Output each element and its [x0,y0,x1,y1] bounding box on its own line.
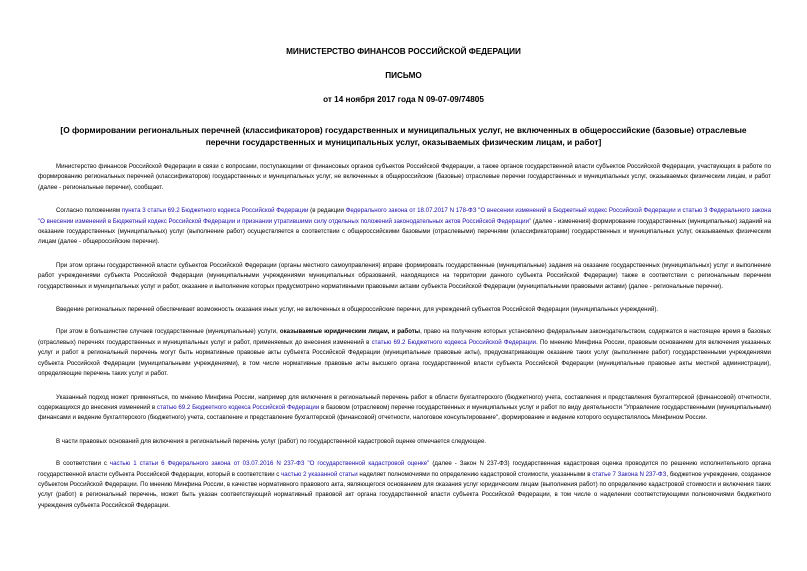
art6-part2-link[interactable]: частью 2 указанной статьи [281,470,358,478]
paragraph-7: В части правовых оснований для включения в региональный перечень услуг (работ) по государственной кадастровой оценке отмечается следующее. [56,437,487,445]
paragraph-5-text-3: . По мнению Минфина России, правовым основанием для включения указанных услуг и работ в региональный перечень могут быть нормативные правовые акты субъекта Российской Федерации (муниципальные правовые акты), предусматривающие оказание таких услуг (выполнение работ) государственными учреждениями субъекта Российской Федерации (муниципальными учреждениями), в том числе нормативные правовые акты высшего органа государственной власти субъекта Российской Федерации (муниципальные правовые акты местной администрации), определяющие перечень таких услуг и работ. [38,338,771,378]
paragraph-8-text-4: , бюджетное учреждение, созданное субъектом Российской Федерации. По мнению Минфина России, в качестве нормативного правового акта, являющегося основанием для оказания услуг юридическим лицам (выполнения работ) по определению кадастровой стоимости и включения таких услуг (работ) в региональный перечень, может быть указан соответствующий нормативный правовой акт органа государственной власти субъекта Российской Федерации, в том числе о наделении соответствующими полномочиями бюджетного учреждения субъекта Российской Федерации. [38,470,772,509]
budget-code-art69-2-link-2[interactable]: статью 69.2 Бюджетного кодекса Российской Федерации [371,338,537,346]
paragraph-2-text-1: Согласно положениям [56,207,122,215]
budget-code-art69-2-link[interactable]: пункта 3 статьи 69.2 Бюджетного кодекса Российской Федерации [121,207,309,215]
paragraph-8 [24,459,783,511]
ministry-name: МИНИСТЕРСТВО ФИНАНСОВ РОССИЙСКОЙ ФЕДЕРАЦИИ [286,47,521,56]
paragraph-8-text-2: (далее - Закон N 237-ФЗ) государственная кадастровая оценка проводится по решению исполнительного органа государственной власти субъекта Российской Федерации, который в соответствии с [38,460,771,478]
document-subject: [О формировании региональных перечней (классификаторов) государственных и муниципальных услуг, не включенных в общероссийские (базовые) отраслевые перечни государственных и муниципальных услуг, оказываемых физическим лицам, и работ] [60,125,747,147]
paragraph-5 [24,327,783,379]
paragraph-1: Министерство финансов Российской Федерации в связи с вопросами, поступающими от финансовых органов субъектов Российской Федерации, а также органов государственной власти субъектов Российской Федерации, участвующих в работе по формированию региональных перечней (классификаторов) государственных и муниципальных услуг, не включенных в общероссийские (базовые) отраслевые перечни государственных и муниципальных услуг, оказываемых физическим лицам, и работ (далее - региональные перечни), сообщает. [38,163,771,191]
paragraph-5-text-1: При этом в большинстве случаев государственные (муниципальные) услуги, [56,328,280,336]
federal-law-178fz-link[interactable]: Федерального закона от 18.07.2017 N 178-ФЗ "О внесении изменений в Бюджетный кодекс Российской Федерации и статью 3 Федерального закона "О внесении изменений в Бюджетный кодекс Российской Федерации и признании утратившими силу отдельных положений законодательных актов Российской Федерации" [38,207,771,225]
paragraph-6-text-1: Указанный подход может применяться, по мнению Минфина России, например для включения в региональный перечень работ в области бухгалтерского (бюджетного) учета, составления и представления бухгалтерской (финансовой) отчетности, содержащихся до внесения изменений в [38,393,771,411]
paragraph-8-text-3: наделяет полномочиями по определению кадастровой стоимости, указанными в [357,470,593,478]
document-type: ПИСЬМО [385,71,422,80]
paragraph-5-text-2: , право на получение которых установлено федеральным законодательством, содержатся в настоящее время в базовых (отраслевых) перечнях государственных и муниципальных услуг и работ, применяемых до внесения изменений в [38,328,771,346]
paragraph-6-text-2: в базовом (отраслевом) перечне государственных и муниципальных услуг и работ по виду деятельности "Управление государственными (муниципальными) финансами и ведение бухгалтерского (бюджетного) учета, составление и представление бухгалтерской (финансовой) отчетности, налоговое консультирование", формирование и ведение которого осуществлялось Минфином России. [38,403,771,422]
paragraph-3: При этом органы государственной власти субъектов Российской Федерации (органы местного самоуправления) вправе формировать государственные (муниципальные) задания на оказание государственных (муниципальных) услуг и выполнение работ учреждениями субъекта Российской Федерации (муниципальными учреждениями муниципальных образований, находящихся на территории данного субъекта Российской Федерации) также в соответствии с региональным перечнем государственных и муниципальных услуг и работ, оказание и выполнение которых предусмотрено нормативными правовыми актами субъекта Российской Федерации (муниципальными правовыми актами) (далее - региональные перечни). [38,261,771,290]
paragraph-4: Введение региональных перечней обеспечивает возможность оказания иных услуг, не включенных в общероссийские перечни, для учреждений субъектов Российской Федерации (муниципальных учреждений). [56,306,659,314]
law-237fz-art7-link[interactable]: статье 7 Закона N 237-ФЗ [592,470,667,478]
paragraph-2-text-3: (далее - изменения) формирование государственных (муниципальных) заданий на оказание государственных (муниципальных) услуг (выполнение работ) осуществляется в соответствии с общероссийскими базовыми (отраслевыми) перечнями (классификаторами) государственных и муниципальных услуг, оказываемых физическим лицам (далее - общероссийские перечни). [38,217,771,246]
law-237fz-art6-link[interactable]: частью 1 статьи 6 Федерального закона от 03.07.2016 N 237-ФЗ "О государственной кадастровой оценке" [109,460,430,468]
paragraph-2-text-2: (в редакции [308,207,346,215]
paragraph-6 [24,393,783,424]
paragraph-5-bold: оказываемые юридическим лицам, и работы [279,328,421,336]
document-date-number: от 14 ноября 2017 года N 09-07-09/74805 [323,95,484,104]
budget-code-art69-2-link-3[interactable]: статью 69.2 Бюджетного кодекса Российской Федерации [156,403,320,411]
paragraph-2 [24,206,783,248]
paragraph-8-text-1: В соответствии с [56,460,110,468]
document-body [24,162,783,511]
